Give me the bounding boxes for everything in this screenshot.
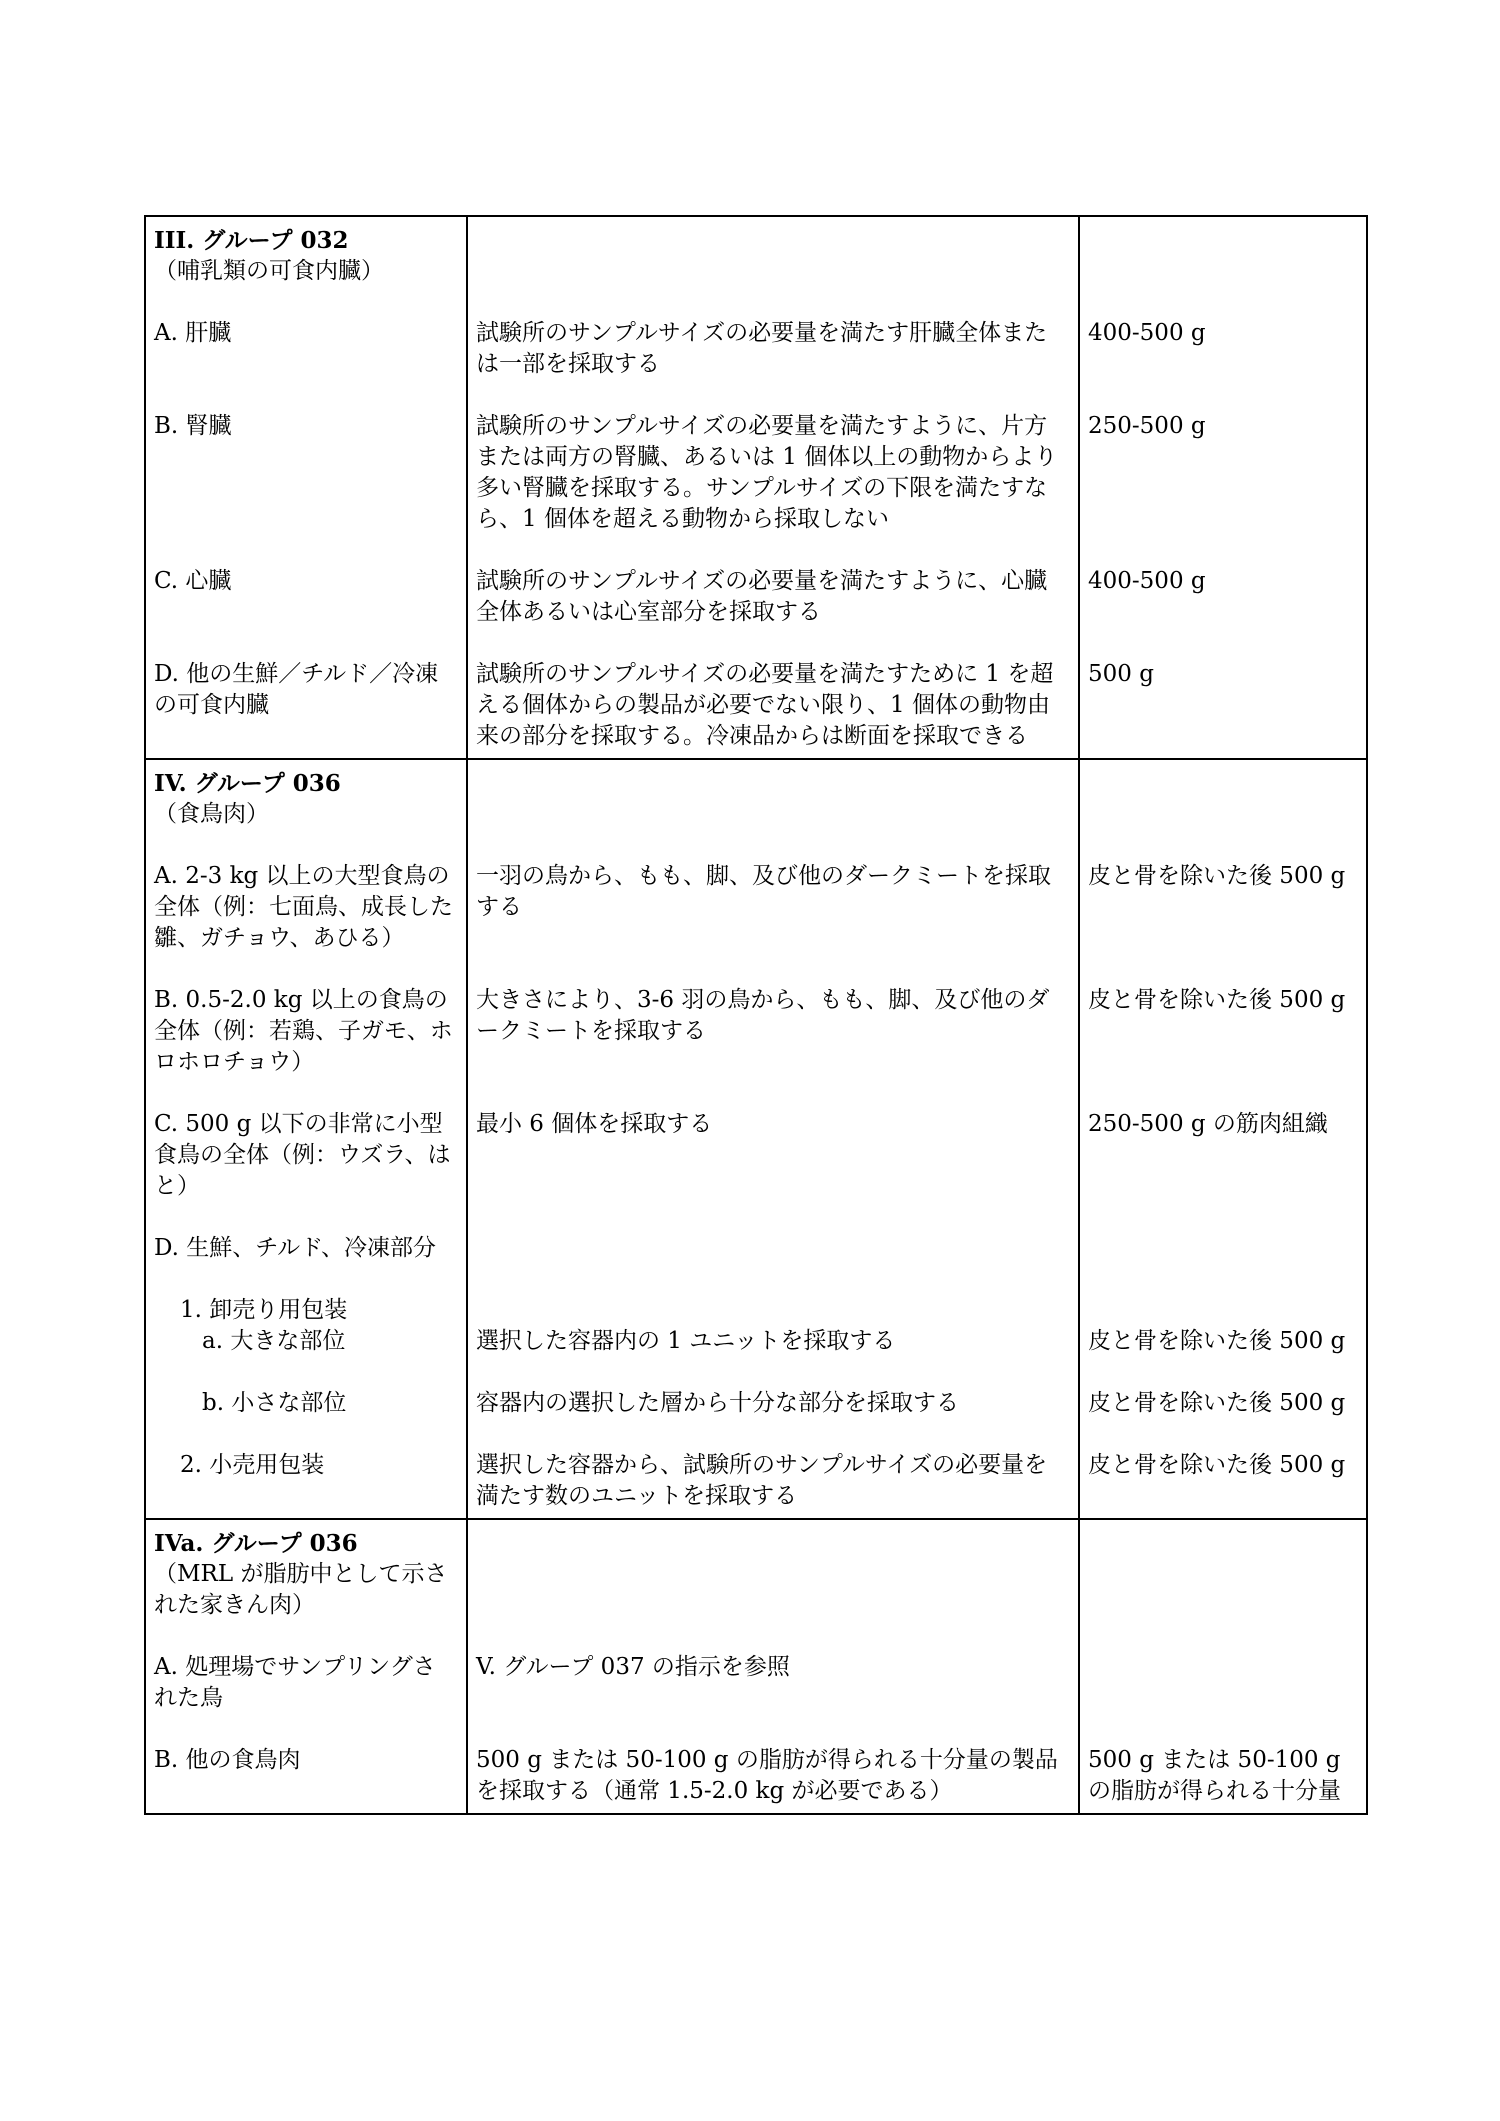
item-label: A. 処理場でサンプリングされた鳥 — [154, 1654, 436, 1711]
sampling-table — [144, 215, 1368, 1815]
item-amount: 皮と骨を除いた後 500 g — [1088, 987, 1346, 1013]
item-label: 1. 卸売り用包装 — [180, 1297, 348, 1323]
item-amount: 250-500 g の筋肉組織 — [1088, 1111, 1328, 1137]
section-row-group-032 — [145, 216, 1367, 759]
item-amount: 500 g または 50-100 g の脂肪が得られる十分量 — [1088, 1747, 1341, 1804]
item-label: B. 他の食鳥肉 — [154, 1747, 301, 1773]
category-cell — [145, 759, 467, 1519]
item-instruction: 試験所のサンプルサイズの必要量を満たすように、片方または両方の腎臓、あるいは 1 個体以上の動物からより多い腎臓を採取する。サンプルサイズの下限を満たすなら、1 個体を超える動物から採取しない — [476, 413, 1058, 532]
item-label: b. 小さな部位 — [202, 1390, 347, 1416]
section-title: IV. グループ 036 — [154, 770, 341, 797]
amount-cell — [1079, 216, 1367, 759]
item-amount: 500 g — [1088, 661, 1154, 687]
item-amount: 皮と骨を除いた後 500 g — [1088, 863, 1346, 889]
item-label: D. 生鮮、チルド、冷凍部分 — [154, 1235, 437, 1261]
item-amount: 400-500 g — [1088, 568, 1206, 594]
item-label: C. 心臓 — [154, 568, 232, 594]
category-cell — [145, 216, 467, 759]
item-instruction: 選択した容器から、試験所のサンプルサイズの必要量を満たす数のユニットを採取する — [476, 1452, 1048, 1509]
item-label: A. 2-3 kg 以上の大型食鳥の全体（例：七面鳥、成長した雛、ガチョウ、あひる） — [154, 863, 453, 951]
item-amount: 皮と骨を除いた後 500 g — [1088, 1452, 1346, 1478]
instruction-cell — [467, 216, 1079, 759]
instruction-cell — [467, 1519, 1079, 1814]
item-instruction: 容器内の選択した層から十分な部分を採取する — [476, 1390, 959, 1416]
item-label: A. 肝臓 — [154, 320, 232, 346]
item-amount: 400-500 g — [1088, 320, 1206, 346]
instruction-cell — [467, 759, 1079, 1519]
item-instruction: 一羽の鳥から、もも、脚、及び他のダークミートを採取する — [476, 863, 1051, 920]
section-subtitle: （食鳥肉） — [154, 801, 269, 827]
section-subtitle: （哺乳類の可食内臓） — [154, 258, 384, 284]
section-row-group-036-fat — [145, 1519, 1367, 1814]
item-amount: 250-500 g — [1088, 413, 1206, 439]
item-label: a. 大きな部位 — [202, 1328, 346, 1354]
item-label: B. 腎臓 — [154, 413, 232, 439]
item-label: 2. 小売用包装 — [180, 1452, 325, 1478]
item-instruction: 試験所のサンプルサイズの必要量を満たすように、心臓全体あるいは心室部分を採取する — [476, 568, 1048, 625]
category-cell — [145, 1519, 467, 1814]
item-label: D. 他の生鮮／チルド／冷凍の可食内臓 — [154, 661, 439, 718]
amount-cell — [1079, 759, 1367, 1519]
item-instruction: 選択した容器内の 1 ユニットを採取する — [476, 1328, 896, 1354]
item-instruction: 試験所のサンプルサイズの必要量を満たすために 1 を超える個体からの製品が必要でない限り、1 個体の動物由来の部分を採取する。冷凍品からは断面を採取できる — [476, 661, 1054, 749]
item-instruction: 500 g または 50-100 g の脂肪が得られる十分量の製品を採取する（通常 1.5-2.0 kg が必要である） — [476, 1747, 1058, 1804]
item-instruction: 大きさにより、3-6 羽の鳥から、もも、脚、及び他のダークミートを採取する — [476, 987, 1050, 1044]
item-amount: 皮と骨を除いた後 500 g — [1088, 1328, 1346, 1354]
item-label: C. 500 g 以下の非常に小型食鳥の全体（例：ウズラ、はと） — [154, 1111, 451, 1199]
item-label: B. 0.5-2.0 kg 以上の食鳥の全体（例：若鶏、子ガモ、ホロホロチョウ） — [154, 987, 453, 1075]
item-amount: 皮と骨を除いた後 500 g — [1088, 1390, 1346, 1416]
item-instruction: 試験所のサンプルサイズの必要量を満たす肝臓全体または一部を採取する — [476, 320, 1048, 377]
amount-cell — [1079, 1519, 1367, 1814]
section-title: IVa. グループ 036 — [154, 1530, 358, 1557]
item-instruction: 最小 6 個体を採取する — [476, 1111, 713, 1137]
section-title: III. グループ 032 — [154, 227, 349, 254]
section-row-group-036 — [145, 759, 1367, 1519]
section-subtitle: （MRL が脂肪中として示された家きん肉） — [154, 1561, 448, 1618]
item-instruction: V. グループ 037 の指示を参照 — [476, 1654, 790, 1680]
